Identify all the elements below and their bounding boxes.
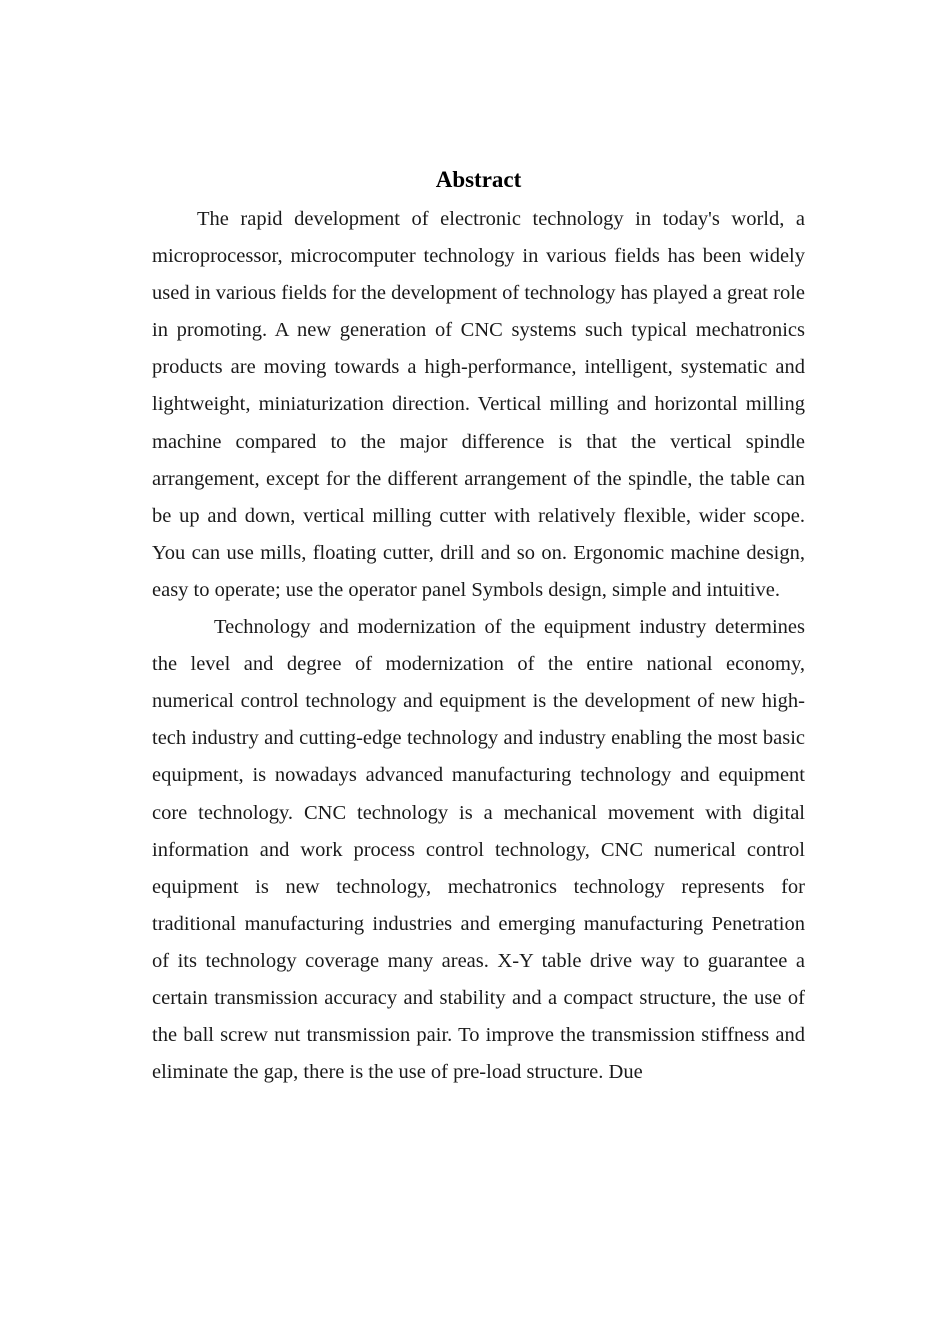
abstract-paragraph-2: Technology and modernization of the equipment industry determines the level and degree of modernization of the entire national economy, numerical control technology and equipment is the development of new high-tech industry and cutting-edge technology and industry enabling the most basic equipment, is nowadays advanced manufacturing technology and equipment core technology. CNC technology is a mechanical movement with digital information and work process control technology, CNC numerical control equipment is new technology, mechatronics technology represents for traditional manufacturing industries and emerging manufacturing Penetration of its technology coverage many areas. X-Y table drive way to guarantee a certain transmission accuracy and stability and a compact structure, the use of the ball screw nut transmission pair. To improve the transmission stiffness and eliminate the gap, there is the use of pre-load structure. Due [152, 616, 805, 1084]
page-title: Abstract [435, 167, 522, 192]
abstract-paragraph-1: The rapid development of electronic technology in today's world, a microprocessor, microcomputer technology in various fields has been widely used in various fields for the development of technology has played a great role in promoting. A new generation of CNC systems such typical mechatronics products are moving towards a high-performance, intelligent, systematic and lightweight, miniaturization direction. Vertical milling and horizontal milling machine compared to the major difference is that the vertical spindle arrangement, except for the different arrangement of the spindle, the table can be up and down, vertical milling cutter with relatively flexible, wider scope. You can use mills, floating cutter, drill and so on. Ergonomic machine design, easy to operate; use the operator panel Symbols design, simple and intuitive. [152, 208, 805, 601]
abstract-section [152, 163, 805, 1091]
